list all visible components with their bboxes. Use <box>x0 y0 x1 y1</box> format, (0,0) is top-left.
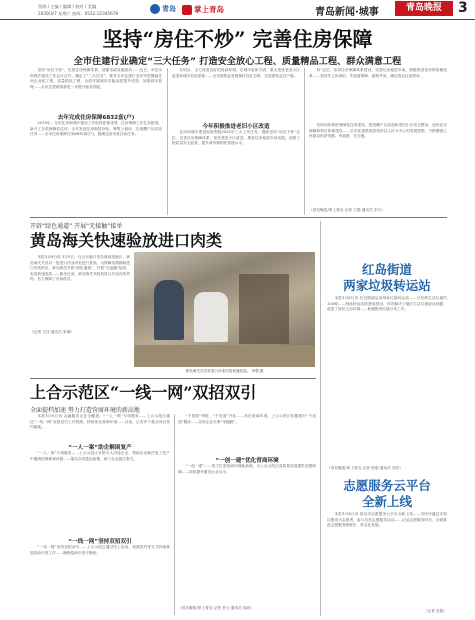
top-col2-text: 各项目，全力营造良好的营商环境。在城市更新方面，重点推进老旧小区改造和城市有机更新……全市建筑业发展保持良好态势，完成建筑业总产值。 <box>172 68 300 78</box>
port-article-photo <box>134 252 315 367</box>
top-article-col3b <box>309 123 447 208</box>
logo-center <box>182 4 224 15</box>
main-headline: 坚持“房住不炒” 完善住房保障 <box>102 27 373 51</box>
sco-body3-text: “一创一建”……努力打造营商环境新高地，为上合示范区高质量发展提供坚强保障……持续提升服务企业水平。 <box>178 464 316 474</box>
sco-article-title: 上合示范区“一线一网”双招双引 <box>30 383 257 402</box>
top-col3b-text: 坚持加快推进保障性住房建设，推进棚户区改造和老旧小区综合整治，加快住房保障和供应体系建设……全市住建系统将坚持以人民为中心的发展思想，不断增强人民群众的获得感、幸福感、安全感。 <box>309 123 447 139</box>
volunteer-article-title-line2: 全新上线 <box>361 494 412 509</box>
port-article-title: 黄岛海关快速验放进口肉类 <box>30 231 223 250</box>
volunteer-body-text: 本报3月6日讯 青岛市志愿服务云平台全新上线……市民可通过手机注册成为志愿者，参与各类志愿服务活动……记录志愿服务时长，全面推进志愿服务制度化、常态化发展。 <box>327 512 447 528</box>
sco-lead-text: 本报3月6日讯 金融服务企业全覆盖、“一人一策”专项服务……上合示范区通过“一线一网”双招双引工作机制，持续优化营商环境……目前，已有多个重点项目签约落地。 <box>30 414 170 430</box>
street-article-byline: （青岛晚报/掌上青岛 记者 张明 通讯员 刘洋） <box>327 466 403 470</box>
top-col1-text: 坚持“房住不炒”，完善住房保障体系，加强市政设施建设……近日，市住房和城乡建设工作会议召开，确定了“三大任务”，要求全市住建行业牢牢把握稳住房企业底工程，质量精品工程，全面开展城市功能品质提升攻势，加强城市管理……全市住建系统将进一步提升服务效能。 <box>30 68 162 89</box>
top-article-col1b <box>30 121 162 215</box>
port-body-text: 本报3月6日讯 3月5日，在山东港口青岛港前湾港区，黄岛海关关员对一批进口冷冻肉类进行查验。为保障疫情期间进口肉类供应，黄岛海关开辟“绿色通道”，开展“无接触”接单，实现快速验放……截至目前，黄岛海关共验放进口冷冻肉类货物，有力保障了市场供应。 <box>30 255 130 282</box>
sco-body1-text: “一人一案”专项服务……上合示范区安排专人对接企业，帮助企业解决复工复产中遇到的困难和问题……落实各项惠企政策，助力企业渡过难关。 <box>30 451 170 461</box>
port-article-body <box>30 255 130 330</box>
logo-center-text: 掌上青岛 <box>194 5 224 14</box>
masthead-divider <box>0 19 475 20</box>
volunteer-article-body <box>327 512 447 609</box>
column-divider <box>304 68 305 215</box>
top-col3-text: 持“定位，坚持住房保障体系建设，完善住房租赁市场，积极推进住房供给侧改革……坚持多主体供给、多渠道保障、租购并举，满足群众住房需求。 <box>309 68 447 78</box>
zhangshang-qingdao-logo-icon <box>182 5 192 15</box>
sco-article-byline: （青岛晚报/掌上青岛 记者 李云 通讯员 周莉） <box>178 606 254 610</box>
street-article-title-line2: 两家垃圾转运站 <box>343 278 431 293</box>
masthead-date: 2020/3/7 星期六 热线：0532-12345678 <box>38 11 119 16</box>
main-subheadline: 全市住建行业确定“三大任务” 打造安全放心工程、质量精品工程、群众满意工程 <box>73 56 402 67</box>
sco-article-subtitle: 全面提档加速 努力打造营商环境的新高地 <box>30 407 140 414</box>
page-number: 3 <box>458 0 468 16</box>
street-body-text: 本报3月6日讯 红岛街道启用两家垃圾转运站……日处理生活垃圾约100吨……两座转运站的建成投用，有效解决了辖区生活垃圾收运问题，改善了居民生活环境……积极推进垃圾分类工作。 <box>327 296 447 312</box>
top-article-subhead-1: 去年完成住房保障6832套(户) <box>57 115 135 121</box>
column-divider <box>320 221 321 616</box>
masthead <box>0 0 475 22</box>
street-article-title-line1: 红岛街道 <box>361 262 412 277</box>
port-article-kicker: 开辟“绿色通道” 开展“无接触”接单 <box>30 223 123 230</box>
volunteer-article-byline: （记者 吴磊） <box>423 609 447 613</box>
port-photo-caption: 黄岛海关关员对进口冷冻肉类快速验放。 李强 摄 <box>185 369 264 373</box>
section-title: 青岛新闻·城事 <box>315 7 379 18</box>
column-divider <box>174 414 175 615</box>
sco-article-lead <box>30 414 170 442</box>
top-article-byline: （青岛晚报/掌上青岛 记者 王磊 通讯员 李方） <box>309 208 385 212</box>
sco-mid-text: “不见面”审批、“不见面”开标……优化营商环境，上合示范区积极推行“不见面”服务……实现企业办事“零跑腿”。 <box>178 414 316 424</box>
section-divider <box>30 378 316 379</box>
paper-brand: 青岛晚报 <box>395 1 453 16</box>
logo-left-text: 青岛 <box>162 5 176 13</box>
top-article-col3 <box>309 68 447 123</box>
sco-subhead-3: “一创一建”优化营商环境 <box>215 458 279 464</box>
volunteer-article-title-line1: 志愿服务云平台 <box>343 478 431 493</box>
sco-body2-text: “一线一网”坚持双招双引……上合示范区通过线上洽谈、视频签约等方式持续推进招商引资工作……确保招商引资不断档。 <box>30 545 170 555</box>
street-article-body <box>327 296 447 466</box>
top-article-col2b <box>172 130 300 215</box>
top-col1b-text: 2019年，全市住房和城乡建设工作取得显著成绩，住房保障工作扎实推进，新开工各类保障性住房，全年发放住房租赁补贴，筹集公租房，完成棚户区改造任务……全市住房保障任务6832套(户)，圆满完成年度目标任务。 <box>30 121 162 137</box>
section-divider <box>30 217 447 218</box>
sco-subhead-1: “一人一案”助企解困复产 <box>68 445 132 451</box>
sco-body-1 <box>30 451 170 536</box>
top-article-col2 <box>172 68 300 121</box>
logo-left <box>150 4 176 14</box>
sco-article-mid <box>178 414 316 454</box>
sco-body-3 <box>178 464 316 604</box>
top-article-subhead-2: 今年积极推进老旧小区改造 <box>202 124 270 130</box>
qingdao-logo-icon <box>150 4 160 14</box>
top-article-col1 <box>30 68 162 112</box>
port-article-byline: （记者 王伟 通讯员 张琳） <box>30 330 75 334</box>
column-divider <box>167 68 168 215</box>
sco-body-2 <box>30 545 170 615</box>
masthead-editors: 西海 / 主编 / 编辑 / 校对 / 美编 <box>38 4 97 9</box>
top-col2b-text: 住房和城乡建设局将围绕2020年三大工作任务，继续坚持“房住不炒”定位，完善住房保障体系，加快老旧小区改造，推进住房租赁市场发展，加强工程质量安全监管，提升城市精细化管理水平。 <box>172 130 300 146</box>
sco-subhead-2: “一线一网”坚持双招双引 <box>68 539 132 545</box>
